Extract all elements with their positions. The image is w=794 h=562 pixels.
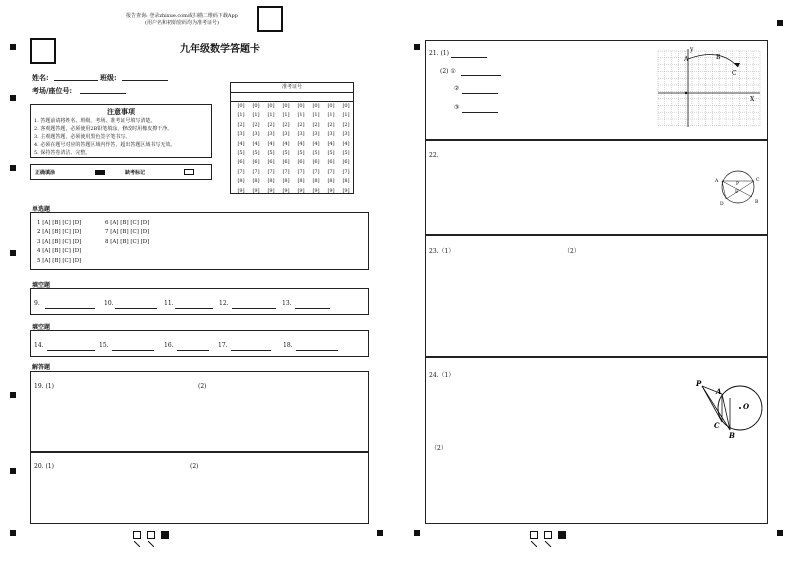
fill-q17-line[interactable]: [231, 350, 271, 351]
circle-figure-q24: [692, 378, 768, 442]
absent-mark-label: 缺考标记: [125, 170, 146, 176]
arc-abc: [688, 55, 738, 68]
notice-title: 注意事项: [107, 107, 135, 116]
notice-item: 1. 答题前请将姓名、班级、考场、准考证号填写清楚。: [34, 118, 156, 124]
admission-digit-column[interactable]: [295, 102, 307, 196]
coordinate-grid-figure: [654, 45, 764, 131]
class-field[interactable]: [122, 80, 168, 81]
label-a: A: [716, 387, 722, 396]
admission-digit-bubble[interactable]: [2]: [237, 121, 245, 128]
fill-q16: 16.: [164, 342, 174, 349]
room-label: 考场/座位号:: [32, 86, 73, 95]
admission-digit-bubble[interactable]: [3]: [297, 131, 305, 138]
q21-part3-label: ②: [454, 85, 460, 92]
admission-digit-column[interactable]: [265, 102, 277, 196]
label-c: C: [714, 421, 720, 430]
room-field[interactable]: [80, 93, 126, 94]
admission-digit-bubble[interactable]: [0]: [312, 103, 320, 109]
admission-digit-bubble[interactable]: [4]: [342, 140, 350, 147]
fill-q10: 10.: [104, 300, 114, 307]
fill-q11: 11.: [164, 300, 174, 307]
admission-digit-bubble[interactable]: [8]: [267, 178, 275, 185]
choice-row[interactable]: 8 [A] [B] [C] [D]: [105, 238, 150, 245]
section-fill-2: 填空题: [32, 324, 51, 331]
label-d: D: [720, 202, 724, 207]
header-line1: 报告查询: 登录zhixue.com或扫描二维码下载App: [126, 13, 238, 19]
admission-digit-bubble[interactable]: [8]: [297, 178, 305, 185]
admission-digit-bubble[interactable]: [9]: [252, 187, 260, 194]
page-marker-filled: [161, 531, 169, 539]
admission-digit-bubble[interactable]: [8]: [342, 178, 350, 185]
fill-q13: 13.: [282, 300, 292, 307]
admission-label: 准考证号: [231, 83, 353, 93]
admission-digit-bubble[interactable]: [5]: [342, 149, 350, 156]
fill-q10-line[interactable]: [115, 308, 157, 309]
admission-bubble-grid[interactable]: [231, 102, 353, 196]
student-qr-code: [30, 38, 56, 64]
admission-digit-bubble[interactable]: [7]: [342, 168, 350, 175]
fill-q14: 14.: [34, 342, 44, 349]
admission-digit-column[interactable]: [280, 102, 292, 196]
admission-digit-bubble[interactable]: [7]: [327, 168, 335, 175]
fill-q9: 9.: [34, 300, 40, 307]
q23-label: 23.（1）: [429, 248, 455, 255]
admission-digit-bubble[interactable]: [1]: [342, 112, 350, 119]
q21-part3-line[interactable]: [462, 93, 498, 94]
center-point: [739, 407, 741, 409]
choice-row[interactable]: 6 [A] [B] [C] [D]: [105, 220, 150, 226]
label-o: O: [743, 402, 750, 411]
admission-digit-bubble[interactable]: [5]: [252, 149, 260, 156]
admission-digit-bubble[interactable]: [6]: [252, 159, 260, 166]
q21-part1-line[interactable]: [451, 57, 487, 58]
grid-lines: [658, 51, 760, 127]
admission-digit-bubble[interactable]: [5]: [237, 149, 245, 156]
section-solution: 解答题: [32, 364, 51, 371]
circle-figure-q22: [708, 165, 766, 209]
fill-q15-line[interactable]: [112, 350, 154, 351]
label-a: A: [715, 179, 719, 184]
admission-write-row[interactable]: [231, 93, 353, 102]
label-b: B: [729, 431, 735, 440]
admission-digit-bubble[interactable]: [8]: [282, 178, 290, 185]
page-marker-hollow: [530, 531, 538, 539]
admission-digit-bubble[interactable]: [0]: [327, 103, 335, 109]
answer-box-q22[interactable]: [425, 140, 768, 235]
alignment-mark: [377, 530, 383, 536]
page-title: 九年级数学答题卡: [180, 44, 260, 55]
q21-part4-line[interactable]: [462, 112, 498, 113]
admission-digit-bubble[interactable]: [5]: [312, 149, 320, 156]
admission-digit-bubble[interactable]: [2]: [282, 121, 290, 128]
alignment-mark: [10, 250, 16, 256]
admission-digit-bubble[interactable]: [3]: [312, 131, 320, 138]
answer-box-q19[interactable]: [30, 371, 369, 452]
q20-part2-label: (2): [190, 463, 199, 470]
admission-digit-bubble[interactable]: [4]: [237, 140, 245, 147]
admission-digit-bubble[interactable]: [3]: [252, 131, 260, 138]
admission-digit-bubble[interactable]: [0]: [267, 103, 275, 109]
alignment-mark: [10, 392, 16, 398]
single-choice-box[interactable]: [30, 212, 369, 270]
admission-digit-bubble[interactable]: [9]: [237, 187, 245, 194]
choice-row[interactable]: 7 [A] [B] [C] [D]: [105, 229, 150, 236]
alignment-mark: [777, 20, 783, 26]
admission-digit-bubble[interactable]: [0]: [297, 103, 305, 109]
admission-digit-bubble[interactable]: [6]: [327, 159, 335, 166]
notice-box: [30, 104, 212, 158]
fill-q12-line[interactable]: [232, 308, 276, 309]
admission-digit-bubble[interactable]: [1]: [312, 112, 320, 119]
choice-row[interactable]: 1 [A] [B] [C] [D]: [37, 220, 82, 226]
admission-digit-bubble[interactable]: [1]: [327, 112, 335, 119]
admission-digit-bubble[interactable]: [2]: [327, 121, 335, 128]
admission-digit-bubble[interactable]: [5]: [282, 149, 290, 156]
admission-digit-bubble[interactable]: [0]: [252, 103, 260, 109]
admission-digit-bubble[interactable]: [3]: [282, 131, 290, 138]
admission-digit-bubble[interactable]: [4]: [282, 140, 290, 147]
admission-digit-bubble[interactable]: [7]: [267, 168, 275, 175]
answer-box-q23[interactable]: [425, 235, 768, 357]
admission-digit-bubble[interactable]: [3]: [327, 131, 335, 138]
choice-row[interactable]: 2 [A] [B] [C] [D]: [37, 229, 82, 236]
admission-digit-bubble[interactable]: [2]: [312, 121, 320, 128]
absent-mark-checkbox[interactable]: [184, 169, 194, 175]
admission-digit-bubble[interactable]: [9]: [312, 187, 320, 194]
alignment-mark: [10, 44, 16, 50]
fill-q15: 15.: [99, 342, 109, 349]
label-p: P: [696, 379, 702, 388]
q22-label: 22.: [429, 152, 439, 159]
fill-q17: 17.: [218, 342, 228, 349]
app-qr-code: [257, 6, 283, 32]
admission-digit-column[interactable]: [340, 102, 352, 196]
admission-digit-bubble[interactable]: [6]: [282, 159, 290, 166]
admission-digit-bubble[interactable]: [3]: [267, 131, 275, 138]
q20-label: 20. (1): [34, 463, 54, 470]
choice-row[interactable]: 4 [A] [B] [C] [D]: [37, 248, 82, 255]
admission-digit-bubble[interactable]: [1]: [237, 112, 245, 119]
fill-q16-line[interactable]: [177, 350, 209, 351]
fill-q13-line[interactable]: [295, 308, 330, 309]
fill-example-box: [30, 164, 212, 180]
notice-item: 4. 必须在题号对应的答题区域内作答，超出答题区域书写无效。: [34, 142, 176, 148]
label-e: E: [735, 190, 739, 195]
q21-part4-label: ③: [454, 104, 460, 111]
admission-digit-column[interactable]: [310, 102, 322, 196]
label-b: B: [716, 54, 721, 61]
q21-part2-label: (2) ①: [440, 68, 456, 75]
choice-row[interactable]: 5 [A] [B] [C] [D]: [37, 257, 82, 264]
admission-digit-bubble[interactable]: [6]: [237, 159, 245, 166]
fill-box-1[interactable]: [30, 288, 369, 315]
admission-digit-bubble[interactable]: [1]: [282, 112, 290, 119]
fill-q9-line[interactable]: [45, 308, 95, 309]
section-fill-1: 填空题: [32, 282, 51, 289]
alignment-mark: [414, 530, 420, 536]
notice-item: 5. 保持答卷清洁、完整。: [34, 150, 91, 156]
admission-digit-bubble[interactable]: [1]: [267, 112, 275, 119]
admission-digit-bubble[interactable]: [4]: [297, 140, 305, 147]
answer-box-q24[interactable]: [425, 357, 768, 524]
admission-digit-bubble[interactable]: [2]: [297, 121, 305, 128]
alignment-mark: [414, 44, 420, 50]
admission-digit-bubble[interactable]: [0]: [237, 103, 245, 109]
admission-digit-bubble[interactable]: [7]: [252, 168, 260, 175]
notice-item: 2. 客观题答题，必须使用2B铅笔填涂，修改时用橡皮擦干净。: [34, 126, 173, 132]
admission-digit-bubble[interactable]: [7]: [297, 168, 305, 175]
admission-digit-bubble[interactable]: [8]: [237, 178, 245, 185]
label-y: y: [690, 46, 694, 53]
choice-column-2[interactable]: [105, 219, 149, 247]
q23-part2-label: （2）: [564, 248, 580, 255]
admission-digit-bubble[interactable]: [8]: [252, 178, 260, 185]
admission-digit-column[interactable]: [235, 102, 247, 196]
label-p: P: [736, 182, 740, 187]
admission-digit-bubble[interactable]: [4]: [312, 140, 320, 147]
admission-digit-bubble[interactable]: [2]: [267, 121, 275, 128]
admission-digit-bubble[interactable]: [5]: [267, 149, 275, 156]
admission-digit-bubble[interactable]: [9]: [267, 187, 275, 194]
q19-label: 19. (1): [34, 383, 54, 390]
choice-row[interactable]: 3 [A] [B] [C] [D]: [37, 238, 82, 245]
fill-q18-line[interactable]: [296, 350, 338, 351]
admission-digit-bubble[interactable]: [2]: [252, 121, 260, 128]
label-a: A: [684, 56, 689, 63]
admission-number-box: [230, 82, 354, 194]
admission-digit-bubble[interactable]: [6]: [342, 159, 350, 166]
page-marker-hollow: [147, 531, 155, 539]
admission-digit-bubble[interactable]: [6]: [267, 159, 275, 166]
fill-q14-line[interactable]: [47, 350, 95, 351]
q21-label: 21. (1): [429, 50, 449, 57]
fill-q12: 12.: [219, 300, 229, 307]
alignment-mark: [777, 530, 783, 536]
admission-digit-bubble[interactable]: [5]: [297, 149, 305, 156]
fill-box-2[interactable]: [30, 330, 369, 357]
admission-digit-bubble[interactable]: [1]: [252, 112, 260, 119]
admission-digit-bubble[interactable]: [3]: [342, 131, 350, 138]
section-single-choice: 单选题: [32, 206, 51, 213]
page-marker-filled: [558, 531, 566, 539]
admission-digit-bubble[interactable]: [4]: [267, 140, 275, 147]
admission-digit-bubble[interactable]: [9]: [282, 187, 290, 194]
name-label: 姓名:: [32, 73, 49, 82]
alignment-mark: [10, 468, 16, 474]
name-field[interactable]: [54, 80, 98, 81]
admission-digit-bubble[interactable]: [6]: [297, 159, 305, 166]
admission-digit-bubble[interactable]: [7]: [282, 168, 290, 175]
label-c: C: [732, 70, 737, 77]
alignment-mark: [10, 530, 16, 536]
admission-digit-column[interactable]: [250, 102, 262, 196]
admission-digit-bubble[interactable]: [0]: [282, 103, 290, 109]
alignment-mark: [10, 165, 16, 171]
q19-part2-label: (2): [198, 383, 207, 390]
admission-digit-bubble[interactable]: [6]: [312, 159, 320, 166]
admission-digit-bubble[interactable]: [0]: [342, 103, 350, 109]
q24-part2-label: （2）: [431, 445, 447, 452]
admission-digit-column[interactable]: [325, 102, 337, 196]
admission-digit-bubble[interactable]: [9]: [327, 187, 335, 194]
correct-fill-label: 正确填涂: [35, 170, 56, 176]
chord: [726, 181, 754, 199]
admission-digit-bubble[interactable]: [5]: [327, 149, 335, 156]
admission-digit-bubble[interactable]: [4]: [252, 140, 260, 147]
answer-box-q20[interactable]: [30, 452, 369, 524]
admission-digit-bubble[interactable]: [8]: [312, 178, 320, 185]
admission-digit-bubble[interactable]: [4]: [327, 140, 335, 147]
alignment-mark: [10, 95, 16, 101]
notice-item: 3. 主观题答题，必须使用黑色签字笔书写。: [34, 134, 131, 140]
label-c: C: [756, 178, 760, 183]
page-marker-hollow: [544, 531, 552, 539]
admission-digit-bubble[interactable]: [7]: [237, 168, 245, 175]
admission-digit-bubble[interactable]: [1]: [297, 112, 305, 119]
q21-part2-line[interactable]: [461, 75, 501, 76]
origin-point: [685, 92, 687, 94]
fill-q18: 18.: [283, 342, 293, 349]
label-x: X: [750, 96, 755, 103]
admission-digit-bubble[interactable]: [2]: [342, 121, 350, 128]
q24-label: 24.（1）: [429, 372, 455, 379]
admission-digit-bubble[interactable]: [8]: [327, 178, 335, 185]
admission-digit-bubble[interactable]: [7]: [312, 168, 320, 175]
class-label: 班级:: [100, 73, 117, 82]
fill-q11-line[interactable]: [175, 308, 213, 309]
correct-fill-sample: [95, 170, 105, 175]
header-line2: (用户名和初始密码均为准考证号): [145, 20, 219, 26]
admission-digit-bubble[interactable]: [9]: [297, 187, 305, 194]
label-b: B: [755, 200, 759, 205]
answer-box-q21[interactable]: [425, 40, 768, 140]
admission-digit-bubble[interactable]: [3]: [237, 131, 245, 138]
choice-column-1[interactable]: [37, 219, 81, 266]
admission-digit-bubble[interactable]: [9]: [342, 187, 350, 194]
page-marker-hollow: [133, 531, 141, 539]
